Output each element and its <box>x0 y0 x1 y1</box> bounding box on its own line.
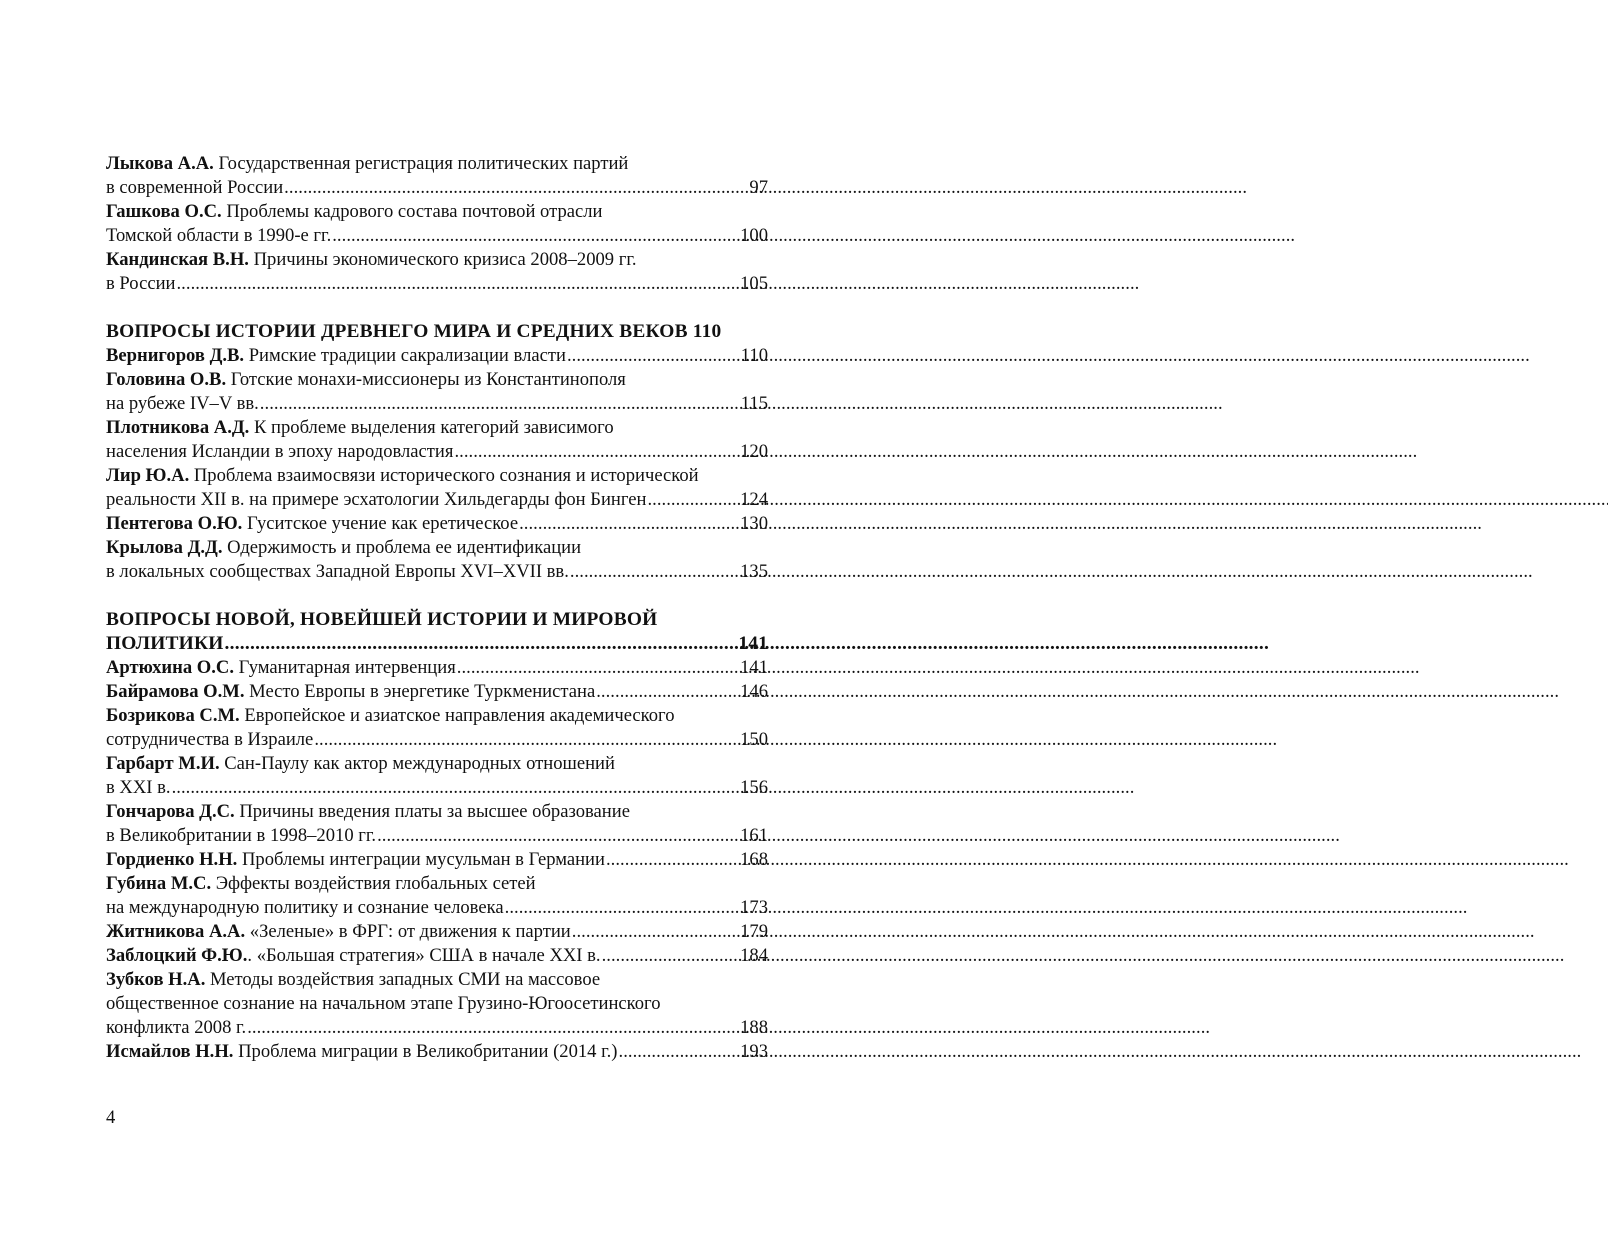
entry-page: 110 <box>740 345 768 366</box>
entry-page: 135 <box>740 561 768 582</box>
entry-title: в XXI в. <box>106 777 171 798</box>
toc-entry-line <box>106 1016 768 1040</box>
section-heading <box>106 608 768 632</box>
toc-entry-line <box>106 752 768 776</box>
toc-entry-line <box>106 416 768 440</box>
entry-page: 115 <box>740 393 768 414</box>
entry-text <box>106 968 600 992</box>
entry-page: 146 <box>740 681 768 702</box>
entry-page: 188 <box>740 1017 768 1038</box>
page-number: 4 <box>106 1107 116 1128</box>
entry-title: Проблемы интеграции мусульман в Германии <box>241 849 605 870</box>
section-gap <box>106 296 768 320</box>
toc-entry-line <box>106 1040 768 1064</box>
entry-author: Гарбарт М.И. <box>106 753 220 774</box>
toc-entry-line <box>106 896 768 920</box>
entry-page: 193 <box>740 1041 768 1062</box>
entry-text <box>106 1040 618 1064</box>
entry-text <box>106 440 453 464</box>
dot-leader <box>619 1040 740 1064</box>
dot-leader <box>454 440 739 464</box>
entry-author: Житникова А.А. <box>106 921 246 942</box>
entry-author: Пентегова О.Ю. <box>106 513 243 534</box>
dot-leader <box>457 656 739 680</box>
section-page: 110 <box>692 321 722 342</box>
entry-author: Кандинская В.Н. <box>106 249 249 270</box>
dot-leader <box>377 824 739 848</box>
dot-leader <box>247 1016 739 1040</box>
entry-title: Проблемы кадрового состава почтовой отрасли <box>226 201 603 222</box>
entry-text <box>106 800 630 824</box>
toc-entry-line <box>106 176 768 200</box>
entry-title: Томской области в 1990-е гг. <box>106 225 332 246</box>
entry-text <box>106 512 518 536</box>
toc-entry-line <box>106 224 768 248</box>
entry-author: Крылова Д.Д. <box>106 537 223 558</box>
toc-entry-line <box>106 440 768 464</box>
entry-text <box>106 776 171 800</box>
toc-entry-line <box>106 800 768 824</box>
entry-title: Государственная регистрация политических партий <box>218 153 629 174</box>
toc-entry-line <box>106 920 768 944</box>
toc-entry-line <box>106 272 768 296</box>
section-title: ПОЛИТИКИ <box>106 633 224 654</box>
section-title: ВОПРОСЫ НОВОЙ, НОВЕЙШЕЙ ИСТОРИИ И МИРОВОЙ <box>106 609 658 630</box>
table-of-contents <box>106 152 768 1064</box>
entry-author: Заблоцкий Ф.Ю. <box>106 945 248 966</box>
entry-title: Гуситское учение как еретическое <box>246 513 519 534</box>
entry-title: в России <box>106 273 176 294</box>
entry-text <box>106 464 699 488</box>
dot-leader <box>172 776 740 800</box>
entry-author: Артюхина О.С. <box>106 657 234 678</box>
entry-text <box>106 920 571 944</box>
entry-title: . «Большая стратегия» США в начале XXI в. <box>247 945 601 966</box>
entry-page: 130 <box>740 513 768 534</box>
dot-leader <box>596 680 739 704</box>
entry-text <box>106 224 331 248</box>
toc-entry-line <box>106 728 768 752</box>
dot-leader <box>260 392 740 416</box>
entry-title: Эффекты воздействия глобальных сетей <box>215 873 536 894</box>
toc-entry-line <box>106 824 768 848</box>
entry-page: 100 <box>740 225 768 246</box>
entry-text <box>106 824 376 848</box>
toc-entry-line <box>106 488 768 512</box>
entry-title: в современной России <box>106 177 284 198</box>
section-heading <box>106 632 768 656</box>
entry-author: Бозрикова С.М. <box>106 705 240 726</box>
section-gap <box>106 584 768 608</box>
dot-leader <box>519 512 739 536</box>
entry-author: Исмайлов Н.Н. <box>106 1041 234 1062</box>
entry-title: Сан-Паулу как актор международных отношений <box>224 753 615 774</box>
toc-entry-line <box>106 512 768 536</box>
entry-text <box>106 536 581 560</box>
dot-leader <box>567 344 740 368</box>
entry-title: Причины введения платы за высшее образование <box>239 801 630 822</box>
entry-page: 97 <box>749 177 768 198</box>
entry-title: Римские традиции сакрализации власти <box>248 345 566 366</box>
entry-author: Гашкова О.С. <box>106 201 222 222</box>
entry-author: Гончарова Д.С. <box>106 801 235 822</box>
entry-text <box>106 488 646 512</box>
entry-text <box>106 344 566 368</box>
entry-author: Головина О.В. <box>106 369 227 390</box>
dot-leader <box>647 488 739 512</box>
dot-leader <box>572 920 739 944</box>
section-heading <box>106 320 768 344</box>
entry-text <box>106 368 626 392</box>
entry-text <box>106 728 313 752</box>
section-title: ВОПРОСЫ ИСТОРИИ ДРЕВНЕГО МИРА И СРЕДНИХ ВЕКОВ <box>106 321 688 342</box>
entry-author: Вернигоров Д.В. <box>106 345 245 366</box>
entry-title: на международную политику и сознание человека <box>106 897 504 918</box>
entry-title: Методы воздействия западных СМИ на массовое <box>210 969 601 990</box>
entry-title: Проблема миграции в Великобритании (2014 г.) <box>238 1041 618 1062</box>
entry-page: 120 <box>740 441 768 462</box>
dot-leader <box>284 176 748 200</box>
entry-author: Гордиенко Н.Н. <box>106 849 238 870</box>
entry-title: К проблеме выделения категорий зависимого <box>253 417 614 438</box>
entry-text <box>106 848 605 872</box>
entry-page: 141 <box>740 657 768 678</box>
entry-title: реальности XII в. на примере эсхатологии Хильдегарды фон Бинген <box>106 489 647 510</box>
entry-page: 179 <box>740 921 768 942</box>
toc-entry-line <box>106 200 768 224</box>
toc-entry-line <box>106 968 768 992</box>
entry-title: конфликта 2008 г. <box>106 1017 247 1038</box>
entry-page: 156 <box>740 777 768 798</box>
dot-leader <box>602 944 740 968</box>
toc-entry-line <box>106 368 768 392</box>
entry-text <box>106 560 569 584</box>
entry-author: Байрамова О.М. <box>106 681 245 702</box>
entry-title: Гуманитарная интервенция <box>238 657 456 678</box>
entry-text <box>106 896 504 920</box>
entry-author: Зубков Н.А. <box>106 969 206 990</box>
entry-title: Готские монахи-миссионеры из Константинополя <box>230 369 626 390</box>
dot-leader <box>314 728 739 752</box>
dot-leader <box>225 632 738 656</box>
entry-page: 173 <box>740 897 768 918</box>
toc-entry-line <box>106 248 768 272</box>
entry-title: в локальных сообществах Западной Европы XVI–XVII вв. <box>106 561 569 582</box>
dot-leader <box>505 896 739 920</box>
entry-text <box>106 752 615 776</box>
dot-leader <box>606 848 739 872</box>
entry-page: 150 <box>740 729 768 750</box>
entry-text <box>106 392 259 416</box>
entry-page: 168 <box>740 849 768 870</box>
entry-text <box>106 200 603 224</box>
entry-title: Европейское и азиатское направления академического <box>244 705 675 726</box>
entry-title: населения Исландии в эпоху народовластия <box>106 441 454 462</box>
entry-title: Место Европы в энергетике Туркменистана <box>249 681 596 702</box>
dot-leader <box>176 272 739 296</box>
entry-text <box>106 680 595 704</box>
toc-entry-line <box>106 392 768 416</box>
entry-title: в Великобритании в 1998–2010 гг. <box>106 825 377 846</box>
toc-entry-line <box>106 152 768 176</box>
toc-entry-line <box>106 536 768 560</box>
entry-page: 161 <box>740 825 768 846</box>
section-page: 141 <box>738 633 768 654</box>
entry-author: Губина М.С. <box>106 873 212 894</box>
entry-text <box>106 416 614 440</box>
toc-entry-line <box>106 992 768 1016</box>
toc-entry-line <box>106 872 768 896</box>
entry-title: на рубеже IV–V вв. <box>106 393 259 414</box>
entry-author: Плотникова А.Д. <box>106 417 250 438</box>
dot-leader <box>570 560 739 584</box>
entry-text <box>106 872 536 896</box>
entry-text <box>106 272 175 296</box>
toc-entry-line <box>106 656 768 680</box>
entry-text <box>106 176 283 200</box>
toc-entry-line <box>106 464 768 488</box>
toc-entry-line <box>106 776 768 800</box>
entry-page: 124 <box>740 489 768 510</box>
entry-title: сотрудничества в Израиле <box>106 729 314 750</box>
entry-text <box>106 992 661 1016</box>
entry-text <box>106 152 628 176</box>
toc-entry-line <box>106 680 768 704</box>
dot-leader <box>332 224 739 248</box>
entry-author: Лыкова А.А. <box>106 153 214 174</box>
entry-text <box>106 656 456 680</box>
entry-text <box>106 248 637 272</box>
entry-title: общественное сознание на начальном этапе Грузино-Югоосетинского <box>106 993 661 1014</box>
entry-title: «Зеленые» в ФРГ: от движения к партии <box>249 921 571 942</box>
entry-page: 184 <box>740 945 768 966</box>
entry-title: Причины экономического кризиса 2008–2009 гг. <box>253 249 637 270</box>
entry-title: Одержимость и проблема ее идентификации <box>227 537 582 558</box>
toc-entry-line <box>106 560 768 584</box>
entry-title: Проблема взаимосвязи исторического сознания и исторической <box>193 465 699 486</box>
entry-text <box>106 704 675 728</box>
toc-entry-line <box>106 848 768 872</box>
toc-entry-line <box>106 704 768 728</box>
toc-entry-line <box>106 944 768 968</box>
entry-page: 105 <box>740 273 768 294</box>
entry-author: Лир Ю.А. <box>106 465 190 486</box>
entry-text <box>106 1016 246 1040</box>
toc-entry-line <box>106 344 768 368</box>
entry-text <box>106 944 601 968</box>
